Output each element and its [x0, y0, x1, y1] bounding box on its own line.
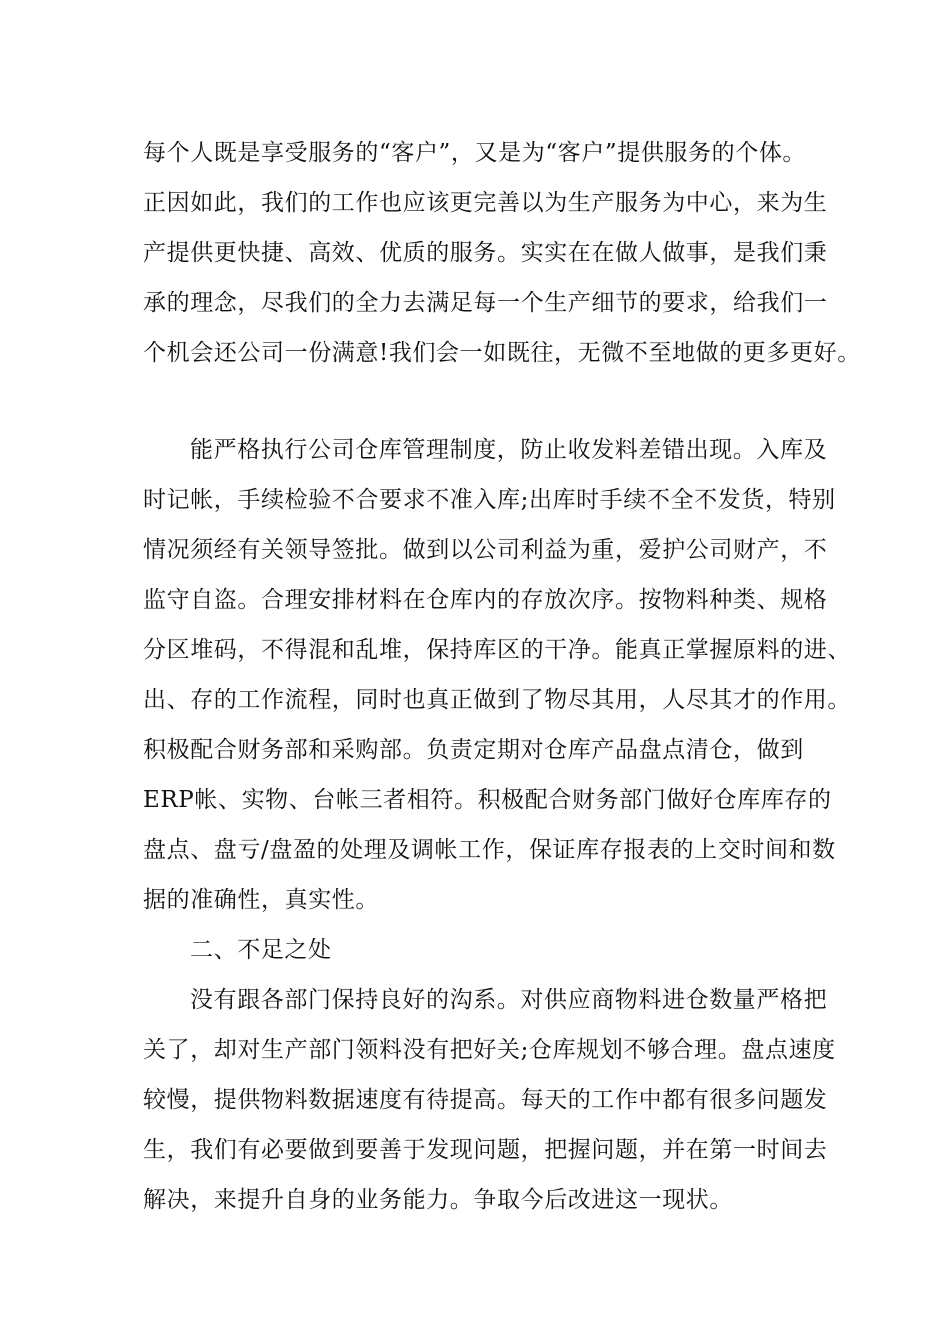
text-line: 解决，来提升自身的业务能力。争取今后改进这一现状。: [143, 1187, 733, 1213]
text-line: 能严格执行公司仓库管理制度，防止收发料差错出现。入库及: [190, 437, 828, 463]
section-heading: 二、不足之处: [190, 937, 332, 963]
text-line: 没有跟各部门保持良好的沟系。对供应商物料进仓数量严格把: [190, 987, 828, 1013]
text-line: 积极配合财务部和采购部。负责定期对仓库产品盘点清仓，做到: [143, 737, 804, 763]
text-line: 据的准确性，真实性。: [143, 887, 379, 913]
text-line: 监守自盗。合理安排材料在仓库内的存放次序。按物料种类、规格: [143, 587, 828, 613]
text-line: 正因如此，我们的工作也应该更完善以为生产服务为中心，来为生: [143, 190, 828, 216]
text-line: 承的理念，尽我们的全力去满足每一个生产细节的要求，给我们一: [143, 290, 828, 316]
text-line: 情况须经有关领导签批。做到以公司利益为重，爱护公司财产，不: [143, 537, 828, 563]
text-line: 产提供更快捷、高效、优质的服务。实实在在做人做事，是我们秉: [143, 240, 828, 266]
text-line: 个机会还公司一份满意!我们会一如既往，无微不至地做的更多更好。: [143, 340, 861, 366]
text-line: 每个人既是享受服务的“客户”，又是为“客户”提供服务的个体。: [143, 140, 807, 166]
text-line: 较慢，提供物料数据速度有待提高。每天的工作中都有很多问题发: [143, 1087, 828, 1113]
text-line: 盘点、盘亏/盘盈的处理及调帐工作，保证库存报表的上交时间和数: [143, 837, 836, 863]
text-line: 关了，却对生产部门领料没有把好关;仓库规划不够合理。盘点速度: [143, 1037, 836, 1063]
text-line: ERP帐、实物、台帐三者相符。积极配合财务部门做好仓库库存的: [143, 787, 832, 813]
text-line: 分区堆码，不得混和乱堆，保持库区的干净。能真正掌握原料的进、: [143, 637, 851, 663]
text-line: 出、存的工作流程，同时也真正做到了物尽其用，人尽其才的作用。: [143, 687, 851, 713]
text-line: 生，我们有必要做到要善于发现问题，把握问题，并在第一时间去: [143, 1137, 828, 1163]
text-line: 时记帐，手续检验不合要求不准入库;出库时手续不全不发货，特别: [143, 487, 836, 513]
